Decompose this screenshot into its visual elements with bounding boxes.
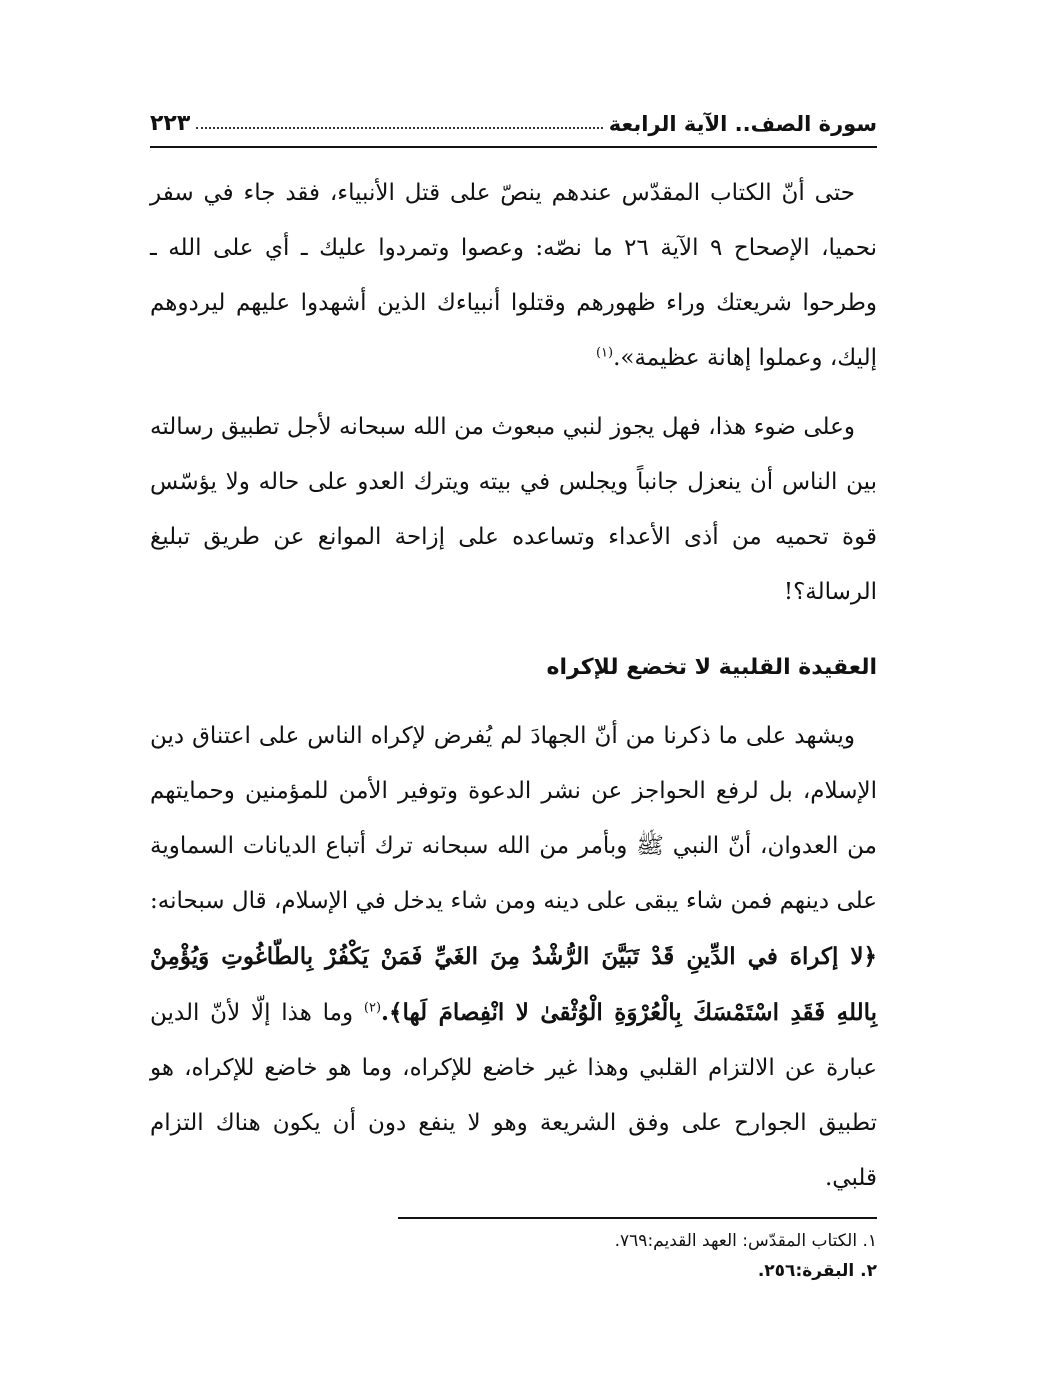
section-heading: العقيدة القلبية لا تخضع للإكراه: [546, 655, 877, 680]
page-number: ٢٢٣: [150, 111, 191, 136]
section-spacer: [150, 620, 877, 640]
running-header: [150, 96, 877, 136]
footnote-ref-1: (١): [595, 345, 614, 361]
footnote-ref-2: (٢): [363, 1000, 382, 1016]
paragraph-1: [150, 166, 877, 386]
main-text: [150, 166, 877, 1206]
paragraph-3-text-start: ويشهد على ما ذكرنا من أنّ الجهادَ لم يُفرض لإكراه الناس على اعتناق دين الإسلام، بل لرفع الحواجز عن نشر الدعوة وتوفير الأمن للمؤمنين وحمايتهم من العدوان، أنّ النبي ﷺ وبأمر من الله سبحانه ترك أتباع الديانات السماوية على دينهم فمن شاء يبقى على دينه ومن شاء يدخل في الإسلام، قال سبحانه:: [150, 723, 877, 914]
footnotes: [398, 1226, 877, 1286]
paragraph-2: وعلى ضوء هذا، فهل يجوز لنبي مبعوث من الله سبحانه لأجل تطبيق رسالته بين الناس أن ينعزل جانباً ويجلس في بيته ويترك العدو على حاله ولا يؤسّس قوة تحميه من أذى الأعداء وتساعده على إزاحة الموانع عن طريق تبليغ الرسالة؟!: [150, 414, 877, 605]
paragraph-3: [150, 709, 877, 1206]
header-rule: [150, 146, 877, 148]
paragraph-1-text: حتى أنّ الكتاب المقدّس عندهم ينصّ على قتل الأنبياء، فقد جاء في سفر نحميا، الإصحاح ٩ الآية ٢٦ ما نصّه: وعصوا وتمردوا عليك ـ أي على الله ـ وطرحوا شريعتك وراء ظهورهم وقتلوا أنبياءك الذين أشهدوا عليهم ليردوهم إليك، وعملوا إهانة عظيمة».: [150, 180, 878, 371]
paragraph-3-text-end: وما هذا إلّا لأنّ الدين عبارة عن الالتزام القلبي وهذا غير خاضع للإكراه، وما هو خاضع للإكراه، هو تطبيق الجوارح على وفق الشريعة وهو لا ينفع دون أن يكون هناك التزام قلبي.: [150, 1000, 877, 1191]
quran-verse: ﴿لا إكراهَ في الدِّينِ قَدْ تَبَيَّنَ الرُّشْدُ مِنَ الغَيِّ فَمَنْ يَكْفُرْ بِالطّاغُوتِ وَيُؤْمِنْ بِاللهِ فَقَدِ اسْتَمْسَكَ بِالْعُرْوَةِ الْوُثْقىٰ لا انْفِصامَ لَها﴾.: [150, 943, 877, 1026]
footnote-2: ٢. البقرة:٢٥٦.: [757, 1261, 877, 1281]
footnote-1: ١. الكتاب المقدّس: العهد القديم:٧٦٩.: [614, 1231, 877, 1251]
footnote-rule: [398, 1217, 877, 1219]
header-dot-leader: [196, 126, 602, 129]
chapter-title: سورة الصف.. الآية الرابعة: [608, 112, 877, 136]
